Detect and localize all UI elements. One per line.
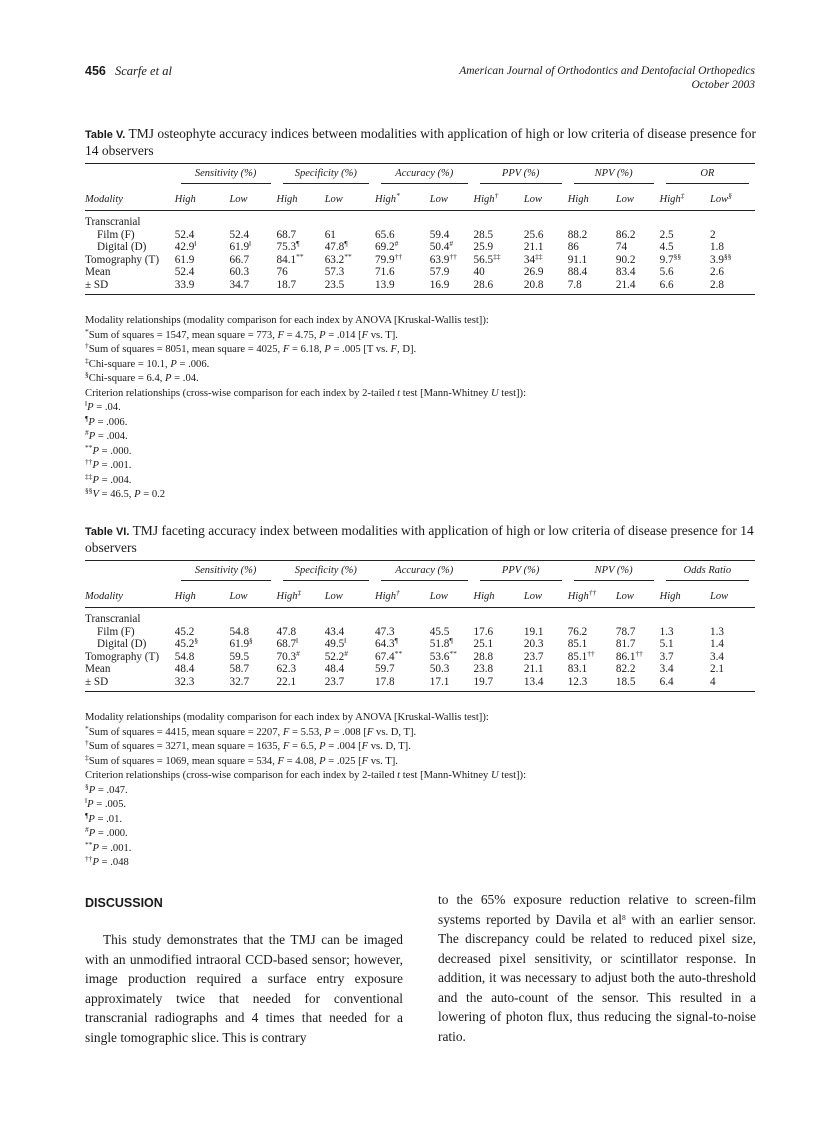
table-cell: 13.9 [375,278,395,291]
table-cell: 52.2# [324,648,349,663]
table-cell: 19.7 [473,675,494,688]
group-header [375,164,474,189]
criterion-header: High [659,590,681,602]
group-header-label: Sensitivity (%) [181,565,271,581]
table-cell: 76 [276,266,288,278]
table-cell: 50.3 [429,663,450,675]
footnote: †Sum of squares = 3271, mean square = 1635, F = 6.5, P = .004 [F vs. D, T]. [85,738,411,752]
table-cell: 26.9 [523,266,544,278]
table-cell [616,211,660,229]
criterion-header: High [473,590,495,602]
criterion-header: High [276,193,298,205]
table-cell: 25.6 [523,228,544,241]
table-cell: 23.7 [523,650,544,663]
table-cell: 22.1 [276,675,297,688]
table-cell: 57.9 [429,266,450,278]
table-row [85,626,755,639]
group-header [568,164,660,189]
table5-footnotes [85,314,755,503]
row-label: Film (F) [97,228,135,241]
table6-caption-text: TMJ faceting accuracy index between modalities with application of high or low criteria of disease presence for 14 observers [85,523,754,555]
table-cell: 25.1 [473,638,494,650]
footnote: Modality relationships (modality comparison for each index by ANOVA [Kruskal-Wallis test]): [85,315,489,326]
table-cell [524,211,568,229]
subheader-row [85,585,755,608]
table-cell: 20.8 [523,278,544,291]
table-cell: 61.9§ [229,636,253,650]
table-cell: 48.4 [324,663,345,675]
table-cell: 86.2 [615,228,636,241]
table-cell: 54.8 [229,625,250,638]
table-cell: 34‡‡ [523,251,543,266]
table-cell [430,608,474,626]
row-label: Tomography (T) [85,253,160,266]
table-row [85,663,755,676]
table6-footnotes [85,711,755,871]
table-cell [277,608,325,626]
table-cell: 52.4 [229,228,250,241]
table-cell: 91.1 [567,253,588,266]
criterion-header: High†† [567,587,597,602]
table-cell: 86.1†† [615,648,643,663]
criterion-header: Low [324,193,343,205]
table-cell: 5.1 [659,638,674,650]
table-cell [175,608,230,626]
criterion-header: High [567,193,589,205]
table-cell: 47.8 [276,625,297,638]
table-row [85,211,755,229]
table-cell [660,211,710,229]
table5-label: Table V. [85,129,126,141]
table-cell: 7.8 [567,278,582,291]
table-cell [375,211,430,229]
empty-header-cell [85,164,175,189]
table-cell: 2 [709,228,716,241]
modality-header: Modality [85,590,123,602]
table-cell: 59.4 [429,228,450,241]
table-cell: 42.9‖ [174,239,197,253]
table-cell: 33.9 [174,278,195,291]
discussion-left-column [85,930,403,1047]
row-label: Film (F) [97,625,135,638]
table-cell: 83.1 [567,663,588,675]
group-header-label: Sensitivity (%) [181,168,271,184]
criterion-header: Low§ [709,190,732,205]
table-row [85,676,755,692]
table-row [85,279,755,295]
table-cell: 69.2# [375,239,399,253]
table-cell: 2.1 [709,663,724,675]
criterion-header: Low [523,193,542,205]
empty-header-cell [85,561,175,586]
table-cell: 21.4 [615,278,636,291]
footnote: ‖P = .04. [85,399,121,413]
group-header-label: Specificity (%) [283,168,370,184]
table-cell: 52.4 [174,228,195,241]
table-cell: 3.9§§ [709,251,732,266]
criterion-header: Low [429,193,448,205]
table-row [85,638,755,651]
group-header-row [85,561,755,586]
table-cell [568,211,616,229]
criterion-header: High‡ [659,190,685,205]
footnote: *Sum of squares = 4415, mean square = 2207, F = 5.53, P = .008 [F vs. D, T]. [85,723,417,738]
running-header-left [85,64,172,79]
table-cell: 45.2§ [174,636,199,650]
table-cell: 63.9†† [429,251,457,266]
table-cell: 6.6 [659,278,674,291]
table-cell: 53.6** [429,648,457,663]
row-label: Transcranial [85,613,141,625]
discussion-paragraph-right: to the 65% exposure reduction relative to screen-film systems reported by Davila et $al^8$ with an earlier sensor. The discrepancy could be related to reduced pixel size, decreased pixel sensitivity, or scintillator response. In addition, it was necessary to adjust both the auto-threshold and the auto-count of the sensor. This resulted in a lowering of photon flux, thus reducing the signal-to-noise ratio. [438,892,756,1044]
table-cell: 21.1 [523,663,544,675]
subheader-row [85,188,755,211]
table-cell: 6.4 [659,675,674,688]
footnote: ††P = .001. [85,457,132,471]
criterion-header: Low [523,590,542,602]
footnote: Criterion relationships (cross-wise comparison for each index by 2-tailed t test [Mann-Whitney U test]): [85,387,527,399]
footnote: †Sum of squares = 8051, mean square = 4025, F = 6.18, P = .005 [T vs. F, D]. [85,341,417,355]
table-cell: 75.3¶ [276,239,300,253]
criterion-header: High† [473,190,499,205]
table-row [85,651,755,664]
footnote: ‡Sum of squares = 1069, mean square = 534, F = 4.08, P = .025 [F vs. T]. [85,752,398,767]
table-cell: 78.7 [615,625,636,638]
table-cell: 84.1** [276,251,304,266]
table-cell [325,211,375,229]
table-cell: 67.4** [375,648,403,663]
criterion-header: High† [375,587,400,602]
table-cell: 54.8 [174,650,195,663]
table-cell: 45.5 [429,625,450,638]
table-cell: 34.7 [229,278,250,291]
table-cell: 32.7 [229,675,250,688]
table-cell: 18.7 [276,278,297,291]
table-cell: 83.4 [615,266,636,278]
table-cell: 88.4 [567,266,588,278]
table-cell [430,211,474,229]
table-cell: 28.5 [473,228,494,241]
table-cell: 16.9 [429,278,450,291]
criterion-header: Low [429,590,448,602]
table-cell: 61 [324,228,336,241]
group-header [568,561,660,586]
table-cell: 71.6 [375,266,395,278]
criterion-header: High [174,590,196,602]
group-header-label: PPV (%) [480,565,562,581]
table-cell: 2.6 [709,266,724,278]
page-number: 456 [85,64,106,78]
table-cell: 57.3 [324,266,345,278]
table-cell: 74 [615,241,628,253]
table-cell: 56.5‡‡ [473,251,501,266]
table-cell: 3.4 [659,663,674,675]
footnote: #P = .000. [85,825,128,839]
group-header [474,561,568,586]
table-cell: 68.7 [276,228,297,241]
table-cell [474,608,524,626]
group-header-label: PPV (%) [480,168,562,184]
table-cell: 82.2 [615,663,636,675]
issue-date: October 2003 [691,79,755,91]
table-cell [524,608,568,626]
footnote: Modality relationships (modality comparison for each index by ANOVA [Kruskal-Wallis test]): [85,712,489,723]
table-cell: 50.4# [429,239,454,253]
table5 [85,163,755,295]
table-cell [710,211,755,229]
table-cell: 17.8 [375,675,395,688]
discussion-paragraph-left: This study demonstrates that the TMJ can be imaged with an unmodified intraoral CCD-based sensor; however, image production required a surface entry exposure approximately twice that needed for conventional transcranial radiographs and 4 times that needed for a single tomographic slice. This is contrary [85,932,403,1045]
criterion-header: Low [615,193,634,205]
table-cell [229,608,276,626]
row-label: Mean [85,663,111,675]
criterion-header: Low [229,590,248,602]
table-cell [568,608,616,626]
table-cell: 90.2 [615,253,636,266]
table-cell: 86 [567,241,579,253]
criterion-header: Low [709,590,729,602]
table-cell: 13.4 [523,675,544,688]
group-header-label: Accuracy (%) [381,168,468,184]
table-cell [375,608,430,626]
footnote: *Sum of squares = 1547, mean square = 773, F = 4.75, P = .014 [F vs. T]. [85,326,398,341]
table6-caption [85,523,757,555]
row-label: Tomography (T) [85,650,160,663]
table-cell: 5.6 [659,266,674,278]
group-header-row [85,164,755,189]
modality-header: Modality [85,193,123,205]
criterion-header: High [174,193,196,205]
group-header-label: Odds Ratio [666,565,749,581]
running-header-right [459,64,755,92]
table-cell: 49.5‖ [324,636,347,650]
table5-caption [85,126,757,158]
table-cell: 85.1 [567,638,588,650]
group-header [474,164,568,189]
footnote: **P = .001. [85,839,132,854]
table-cell: 4.5 [659,241,674,253]
table-cell [710,608,755,626]
table5-caption-text: TMJ osteophyte accuracy indices between modalities with application of high or low criteria of disease presence for 14 observers [85,126,757,158]
row-label: Digital (D) [97,638,147,650]
table-cell: 65.6 [375,228,395,241]
group-header-label: NPV (%) [574,168,654,184]
table-cell [325,608,375,626]
table6 [85,560,755,692]
table-cell: 2.5 [659,228,674,241]
row-label: Mean [85,266,111,278]
table-cell: 2.8 [709,278,724,291]
footnote: §§V = 46.5, P = 0.2 [85,486,166,500]
group-header [277,164,376,189]
table-cell: 61.9 [174,253,195,266]
table-cell: 68.7‖ [276,636,299,650]
table-cell: 47.3 [375,625,395,638]
table-cell: 28.6 [473,278,494,291]
table-cell: 12.3 [567,675,588,688]
table-cell: 61.9‖ [229,239,252,253]
journal-name: American Journal of Orthodontics and Dentofacial Orthopedics [459,65,755,77]
table-cell: 51.8¶ [429,636,453,650]
table-cell: 17.6 [473,625,494,638]
table-cell [660,608,710,626]
group-header-label: OR [666,168,749,184]
table-cell: 64.3¶ [375,636,399,650]
table-cell: 85.1†† [567,648,595,663]
table-cell: 1.3 [659,625,674,638]
table-cell: 1.4 [709,638,724,650]
group-header [660,561,755,586]
footnote: ‖P = .005. [85,796,127,810]
table-cell: 23.5 [324,278,345,291]
footnote: §Chi-square = 6.4, P = .04. [85,370,199,384]
footnote: ††P = .048 [85,854,129,868]
table-cell: 66.7 [229,253,250,266]
table-cell: 23.7 [324,675,345,688]
table-cell: 59.5 [229,650,250,663]
table-cell: 47.8¶ [324,239,348,253]
table-row [85,608,755,626]
table-cell: 52.4 [174,266,195,278]
row-label: Digital (D) [97,241,147,253]
group-header [175,164,277,189]
criterion-header: High* [375,190,400,205]
table-cell: 20.3 [523,638,544,650]
criterion-header: Low [324,590,343,602]
table-cell: 21.1 [523,241,544,253]
table-cell: 25.9 [473,241,494,253]
table-cell: 79.9†† [375,251,403,266]
footnote: ¶P = .01. [85,810,123,825]
table-cell: 1.3 [709,625,724,638]
table-cell [229,211,276,229]
table-cell: 3.4 [709,650,724,663]
row-label: Transcranial [85,216,141,228]
footnote: **P = .000. [85,442,132,457]
table-cell: 45.2 [174,625,195,638]
table-row [85,254,755,267]
table-cell: 32.3 [174,675,195,688]
footnote: §P = .047. [85,781,128,796]
table-cell [277,211,325,229]
table-cell: 4 [709,675,716,688]
table-cell [616,608,660,626]
criterion-header: Low [229,193,248,205]
table-row [85,241,755,254]
footnote: ‡Chi-square = 10.1, P = .006. [85,355,210,370]
group-header-label: Specificity (%) [283,565,370,581]
table-cell [175,211,230,229]
table-cell: 70.3# [276,648,300,663]
group-header [375,561,474,586]
table-cell: 19.1 [523,625,544,638]
table-cell: 1.8 [709,241,724,253]
table-cell: 28.8 [473,650,494,663]
table-cell: 48.4 [174,663,195,675]
group-header-label: Accuracy (%) [381,565,468,581]
running-authors: Scarfe et al [114,64,172,78]
group-header [660,164,755,189]
table-cell [474,211,524,229]
footnote: ¶P = .006. [85,413,128,428]
table-cell: 81.7 [615,638,636,650]
table-cell: 62.3 [276,663,297,675]
table-cell: 88.2 [567,228,588,241]
table-cell: 17.1 [429,675,450,688]
footnote: Criterion relationships (cross-wise comparison for each index by 2-tailed t test [Mann-Whitney U test]): [85,770,527,781]
row-label: ± SD [85,675,109,688]
row-label: ± SD [85,278,109,291]
table-row [85,266,755,279]
table-cell: 59.7 [375,663,395,675]
table-cell: 43.4 [324,625,345,638]
discussion-right-column [438,890,756,1046]
criterion-header: High‡ [276,587,302,602]
table6-label: Table VI. [85,526,130,538]
table-cell: 60.3 [229,266,250,278]
footnote: ‡‡P = .004. [85,471,132,486]
table-cell: 3.7 [659,650,674,663]
table-cell: 76.2 [567,625,588,638]
table-cell: 40 [473,266,485,278]
table-cell: 18.5 [615,675,636,688]
group-header-label: NPV (%) [574,565,654,581]
table-cell: 9.7§§ [659,251,682,266]
group-header [175,561,277,586]
table-cell: 63.2** [324,251,352,266]
table-cell: 23.8 [473,663,494,675]
group-header [277,561,376,586]
section-title-discussion: DISCUSSION [85,896,163,910]
criterion-header: Low [615,590,634,602]
table-cell: 58.7 [229,663,250,675]
table-row [85,229,755,242]
footnote: #P = .004. [85,428,128,442]
